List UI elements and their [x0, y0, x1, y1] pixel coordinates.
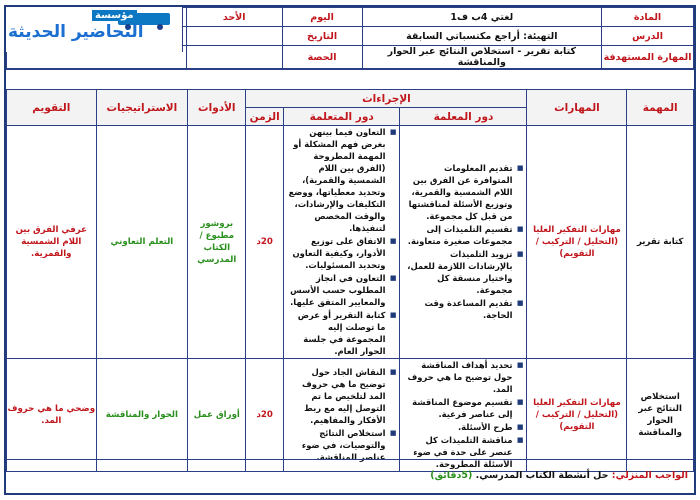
spacer-band [6, 69, 694, 90]
row2-tools: أوراق عمل [188, 359, 246, 472]
col-skills: المهارات [527, 90, 627, 126]
homework-line [430, 470, 688, 481]
period-value [186, 46, 282, 69]
row1-strategy: التعلم التعاوني [96, 126, 188, 359]
row1-evaluation: عرفي الفرق بين اللام الشمسية والقمرية. [7, 126, 97, 359]
row2-time: 20د [246, 359, 283, 472]
list-item: ■ النقاش الجاد حول توضيح ما هي حروف المد لتلخيص ما تم التوصل إليه مع ربط الأفكار والمفاهيم. [288, 366, 386, 426]
list-item: ■ استخلاص النتائج والتوصيات، في ضوء عناصر المناقشة. [288, 427, 386, 463]
list-item: ■ مناقشة التلميذات كل عنصر على حدة في ضوء الأسئلة المطروحة. [404, 434, 512, 470]
list-item: ■ كتابة التقرير أو عرض ما توصلت إليه المجموعة في جلسة الحوار العام. [288, 309, 386, 357]
date-value [186, 27, 282, 46]
list-item: ■ تحديد أهداف المناقشة حول توضيح ما هي حروف المد. [404, 359, 512, 395]
logo-brand: التحاضير الحديثة [8, 22, 144, 42]
row2-skill: مهارات التفكير العليا (التحليل / التركيب / التقويم) [527, 359, 627, 472]
row1-learner [283, 126, 400, 359]
col-tools: الأدوات [188, 90, 246, 126]
subject-label: المادة [602, 8, 694, 27]
row2-teacher [400, 359, 527, 472]
row2-evaluation: وضحي ما هي حروف المد. [7, 359, 97, 472]
col-task: المهمة [627, 90, 694, 126]
list-item: ■ تزويد التلميذات بالإرشادات اللازمة للعمل، واختيار منسقة كل مجموعة. [404, 248, 512, 296]
table-row [7, 359, 694, 472]
list-item: ■ تقسيم موضوع المناقشة إلى عناصر فرعية. [404, 396, 512, 420]
day-sun: الأحد [186, 8, 282, 27]
list-item: ■ طرح الأسئلة. [404, 421, 512, 433]
row2-learner [283, 359, 400, 472]
row1-tools: بروشور مطبوع / الكتاب المدرسي [188, 126, 246, 359]
date-label: التاريخ [282, 27, 362, 46]
row1-skill: مهارات التفكير العليا (التحليل / التركيب / التقويم) [527, 126, 627, 359]
col-strategies: الاستراتيجيات [96, 90, 188, 126]
row2-strategy: الحوار والمناقشة [96, 359, 188, 472]
procedures-table [6, 89, 694, 472]
homework-footer [6, 459, 694, 492]
skill-label: المهارة المستهدفة [602, 46, 694, 69]
list-item: ■ التعاون فيما بينهن بغرض فهم المشكلة أو المهمة المطروحة (الفرق بين اللام الشمسية والقمرية)، وتحديد معطياتها، ووضع التكليفات والإرشادات، والوقت المخصص لتنفيذها. [288, 126, 386, 234]
subject-value: لغتي 4ب ف1 [362, 8, 602, 27]
period-label: الحصة [282, 46, 362, 69]
row2-task: استخلاص النتائج عبر الحوار والمناقشة [627, 359, 694, 472]
table-row [7, 126, 694, 359]
homework-time: (5دقائق) [430, 470, 473, 481]
col-evaluation: التقويم [7, 90, 97, 126]
logo-org: مؤسسة [92, 10, 137, 21]
list-item: ■ تقديم المعلومات المتوافرة عن الفرق بين اللام الشمسية والقمرية، وتوزيع الأسئلة لمناقشتها من قبل كل مجموعة. [404, 162, 512, 222]
col-teacher: دور المعلمة [400, 108, 527, 126]
col-time: الزمن [246, 108, 283, 126]
lesson-label: الدرس [602, 27, 694, 46]
logo [6, 7, 183, 52]
col-learner: دور المتعلمة [283, 108, 400, 126]
list-item: ■ الاتفاق على توزيع الأدوار، وكيفية التعاون وتحديد المسئوليات. [288, 235, 386, 271]
row1-task: كتابة تقرير [627, 126, 694, 359]
lesson-value: التهيئة: أراجع مكتسباتي السابقة [362, 27, 602, 46]
day-label: اليوم [282, 8, 362, 27]
homework-text: حل أنشطة الكتاب المدرسي. [475, 470, 609, 481]
row1-teacher [400, 126, 527, 359]
list-item: ■ تقسيم التلميذات إلى مجموعات صغيرة متعاونة. [404, 223, 512, 247]
col-procedures: الإجراءات [246, 90, 527, 108]
list-item: ■ تقديم المساعدة وقت الحاجة. [404, 297, 512, 321]
row1-time: 20د [246, 126, 283, 359]
skill-value: كتابة تقرير - استخلاص النتائج عبر الحوار والمناقشة [362, 46, 602, 69]
homework-label: الواجب المنزلي: [611, 470, 688, 481]
list-item: ■ التعاون في انجاز المطلوب حسب الأسس والمعايير المتفق عليها. [288, 272, 386, 308]
lesson-plan-page [4, 5, 696, 495]
